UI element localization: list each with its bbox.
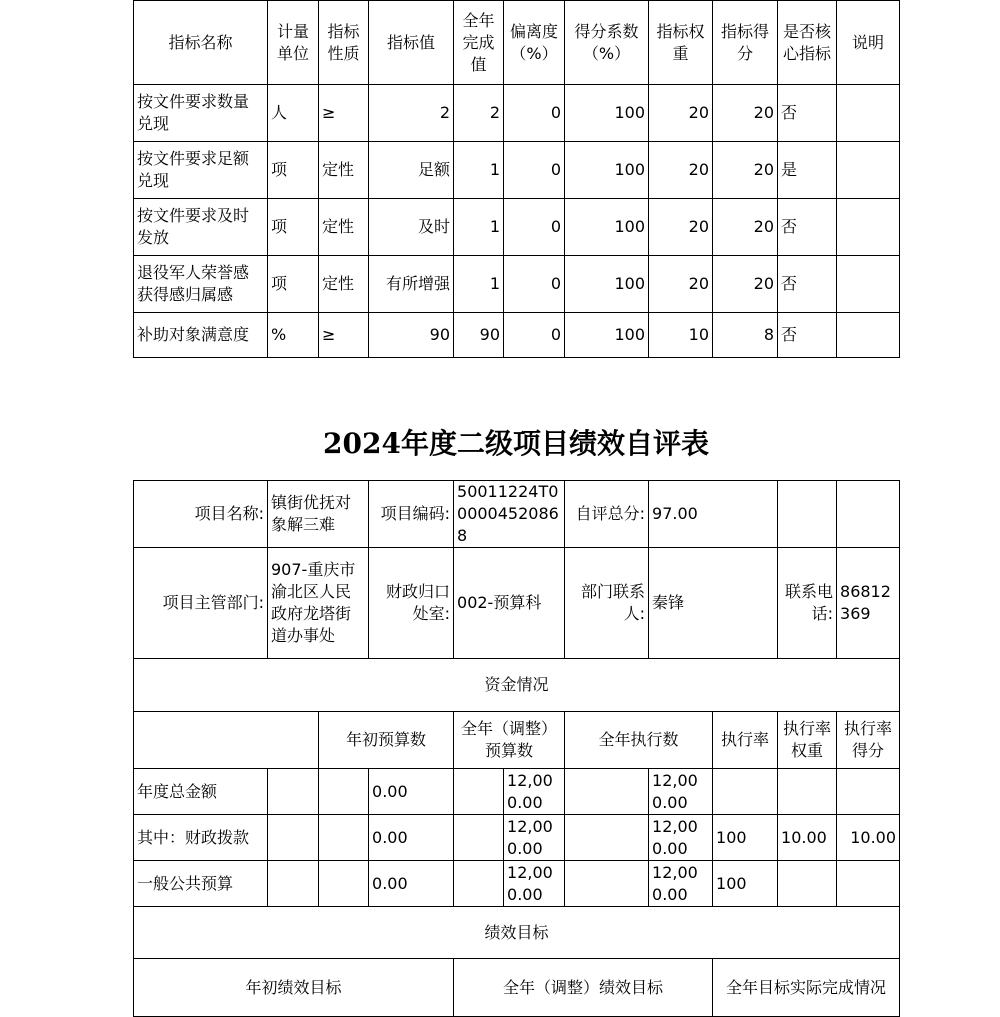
funds-row-label: 一般公共预算	[134, 861, 268, 907]
indicator-name: 按文件要求及时发放	[134, 199, 268, 256]
actual-completion-header: 全年目标实际完成情况	[713, 959, 900, 1017]
funds-row-label: 其中：财政拨款	[134, 815, 268, 861]
completed-cell: 2	[454, 85, 504, 142]
header-value: 指标值	[369, 1, 454, 85]
header-weight: 指标权重	[649, 1, 713, 85]
indicator-name: 按文件要求数量兑现	[134, 85, 268, 142]
finance-value: 002-预算科	[454, 548, 565, 659]
coefficient-cell: 100	[565, 85, 649, 142]
rate-weight-cell	[778, 769, 837, 815]
table-row	[134, 85, 900, 142]
goals-section-title: 绩效目标	[134, 907, 900, 959]
empty-cell	[319, 815, 369, 861]
goals-section-row	[134, 907, 900, 959]
executed-cell: 12,000.00	[649, 815, 713, 861]
weight-cell: 20	[649, 85, 713, 142]
empty-cell	[565, 861, 649, 907]
empty-cell	[565, 769, 649, 815]
note-cell	[837, 142, 900, 199]
value-cell: 2	[369, 85, 454, 142]
funds-row-label: 年度总金额	[134, 769, 268, 815]
note-cell	[837, 199, 900, 256]
rate-weight-header: 执行率权重	[778, 712, 837, 769]
rate-cell	[713, 769, 778, 815]
table-row	[134, 142, 900, 199]
weight-cell: 20	[649, 199, 713, 256]
completed-cell: 90	[454, 313, 504, 358]
goals-header-row	[134, 959, 900, 1017]
rate-weight-cell	[778, 861, 837, 907]
core-cell: 否	[778, 85, 837, 142]
empty-cell	[837, 481, 900, 548]
initial-budget-cell: 0.00	[369, 861, 454, 907]
initial-budget-header: 年初预算数	[319, 712, 454, 769]
coefficient-cell: 100	[565, 313, 649, 358]
executed-cell: 12,000.00	[649, 861, 713, 907]
core-cell: 是	[778, 142, 837, 199]
adjusted-goal-header: 全年（调整）绩效目标	[454, 959, 713, 1017]
initial-budget-cell: 0.00	[369, 815, 454, 861]
empty-cell	[319, 861, 369, 907]
indicator-header-row	[134, 1, 900, 85]
table-row	[134, 815, 900, 861]
header-note: 说明	[837, 1, 900, 85]
deviation-cell: 0	[504, 199, 565, 256]
contact-label: 部门联系人:	[565, 548, 649, 659]
contact-value: 秦锋	[649, 548, 778, 659]
funds-section-row	[134, 659, 900, 712]
empty-cell	[268, 815, 319, 861]
empty-cell	[454, 769, 504, 815]
project-info-row	[134, 481, 900, 548]
weight-cell: 10	[649, 313, 713, 358]
weight-cell: 20	[649, 142, 713, 199]
empty-cell	[268, 861, 319, 907]
value-cell: 90	[369, 313, 454, 358]
executed-cell: 12,000.00	[649, 769, 713, 815]
table-row	[134, 769, 900, 815]
header-deviation: 偏离度（%）	[504, 1, 565, 85]
rate-score-header: 执行率得分	[837, 712, 900, 769]
funds-header-row	[134, 712, 900, 769]
note-cell	[837, 313, 900, 358]
unit-cell: 人	[268, 85, 319, 142]
adjusted-budget-cell: 12,000.00	[504, 769, 565, 815]
score-cell: 20	[713, 199, 778, 256]
dept-value: 907-重庆市渝北区人民政府龙塔街道办事处	[268, 548, 369, 659]
unit-cell: 项	[268, 199, 319, 256]
page-title: 2024年度二级项目绩效自评表	[323, 427, 709, 460]
indicator-table	[133, 0, 900, 358]
header-coefficient: 得分系数（%）	[565, 1, 649, 85]
weight-cell: 20	[649, 256, 713, 313]
department-info-row	[134, 548, 900, 659]
rate-score-cell	[837, 769, 900, 815]
completed-cell: 1	[454, 199, 504, 256]
deviation-cell: 0	[504, 142, 565, 199]
deviation-cell: 0	[504, 85, 565, 142]
nature-cell: ≥	[319, 85, 369, 142]
project-code-label: 项目编码:	[369, 481, 454, 548]
nature-cell: 定性	[319, 142, 369, 199]
adjusted-budget-cell: 12,000.00	[504, 815, 565, 861]
header-completed: 全年完成值	[454, 1, 504, 85]
nature-cell: ≥	[319, 313, 369, 358]
adjusted-budget-cell: 12,000.00	[504, 861, 565, 907]
value-cell: 足额	[369, 142, 454, 199]
rate-score-cell: 10.00	[837, 815, 900, 861]
empty-cell	[319, 769, 369, 815]
self-score-label: 自评总分:	[565, 481, 649, 548]
table-row	[134, 256, 900, 313]
indicator-name: 补助对象满意度	[134, 313, 268, 358]
empty-cell	[454, 861, 504, 907]
deviation-cell: 0	[504, 256, 565, 313]
nature-cell: 定性	[319, 256, 369, 313]
initial-goal-header: 年初绩效目标	[134, 959, 454, 1017]
core-cell: 否	[778, 199, 837, 256]
self-evaluation-table	[133, 480, 900, 1017]
empty-cell	[565, 815, 649, 861]
note-cell	[837, 256, 900, 313]
dept-label: 项目主管部门:	[134, 548, 268, 659]
coefficient-cell: 100	[565, 256, 649, 313]
initial-budget-cell: 0.00	[369, 769, 454, 815]
empty-cell	[454, 815, 504, 861]
empty-cell	[268, 769, 319, 815]
empty-cell	[134, 712, 319, 769]
core-cell: 否	[778, 256, 837, 313]
completed-cell: 1	[454, 256, 504, 313]
rate-header: 执行率	[713, 712, 778, 769]
executed-header: 全年执行数	[565, 712, 713, 769]
table-row	[134, 861, 900, 907]
header-nature: 指标性质	[319, 1, 369, 85]
score-cell: 20	[713, 85, 778, 142]
score-cell: 20	[713, 256, 778, 313]
rate-cell: 100	[713, 861, 778, 907]
table-row	[134, 199, 900, 256]
self-score-value: 97.00	[649, 481, 778, 548]
adjusted-budget-header: 全年（调整）预算数	[454, 712, 565, 769]
coefficient-cell: 100	[565, 199, 649, 256]
funds-section-title: 资金情况	[134, 659, 900, 712]
project-name-value: 镇街优抚对象解三难	[268, 481, 369, 548]
score-cell: 20	[713, 142, 778, 199]
coefficient-cell: 100	[565, 142, 649, 199]
empty-cell	[778, 481, 837, 548]
unit-cell: 项	[268, 142, 319, 199]
finance-label: 财政归口处室:	[369, 548, 454, 659]
value-cell: 及时	[369, 199, 454, 256]
indicator-name: 按文件要求足额兑现	[134, 142, 268, 199]
project-code-value: 50011224T000004520868	[454, 481, 565, 548]
deviation-cell: 0	[504, 313, 565, 358]
value-cell: 有所增强	[369, 256, 454, 313]
phone-label: 联系电话:	[778, 548, 837, 659]
header-unit: 计量单位	[268, 1, 319, 85]
nature-cell: 定性	[319, 199, 369, 256]
project-name-label: 项目名称:	[134, 481, 268, 548]
unit-cell: %	[268, 313, 319, 358]
header-core: 是否核心指标	[778, 1, 837, 85]
core-cell: 否	[778, 313, 837, 358]
unit-cell: 项	[268, 256, 319, 313]
header-score: 指标得分	[713, 1, 778, 85]
note-cell	[837, 85, 900, 142]
rate-score-cell	[837, 861, 900, 907]
completed-cell: 1	[454, 142, 504, 199]
indicator-name: 退役军人荣誉感获得感归属感	[134, 256, 268, 313]
rate-cell: 100	[713, 815, 778, 861]
header-indicator-name: 指标名称	[134, 1, 268, 85]
rate-weight-cell: 10.00	[778, 815, 837, 861]
score-cell: 8	[713, 313, 778, 358]
phone-value: 86812369	[837, 548, 900, 659]
table-row	[134, 313, 900, 358]
